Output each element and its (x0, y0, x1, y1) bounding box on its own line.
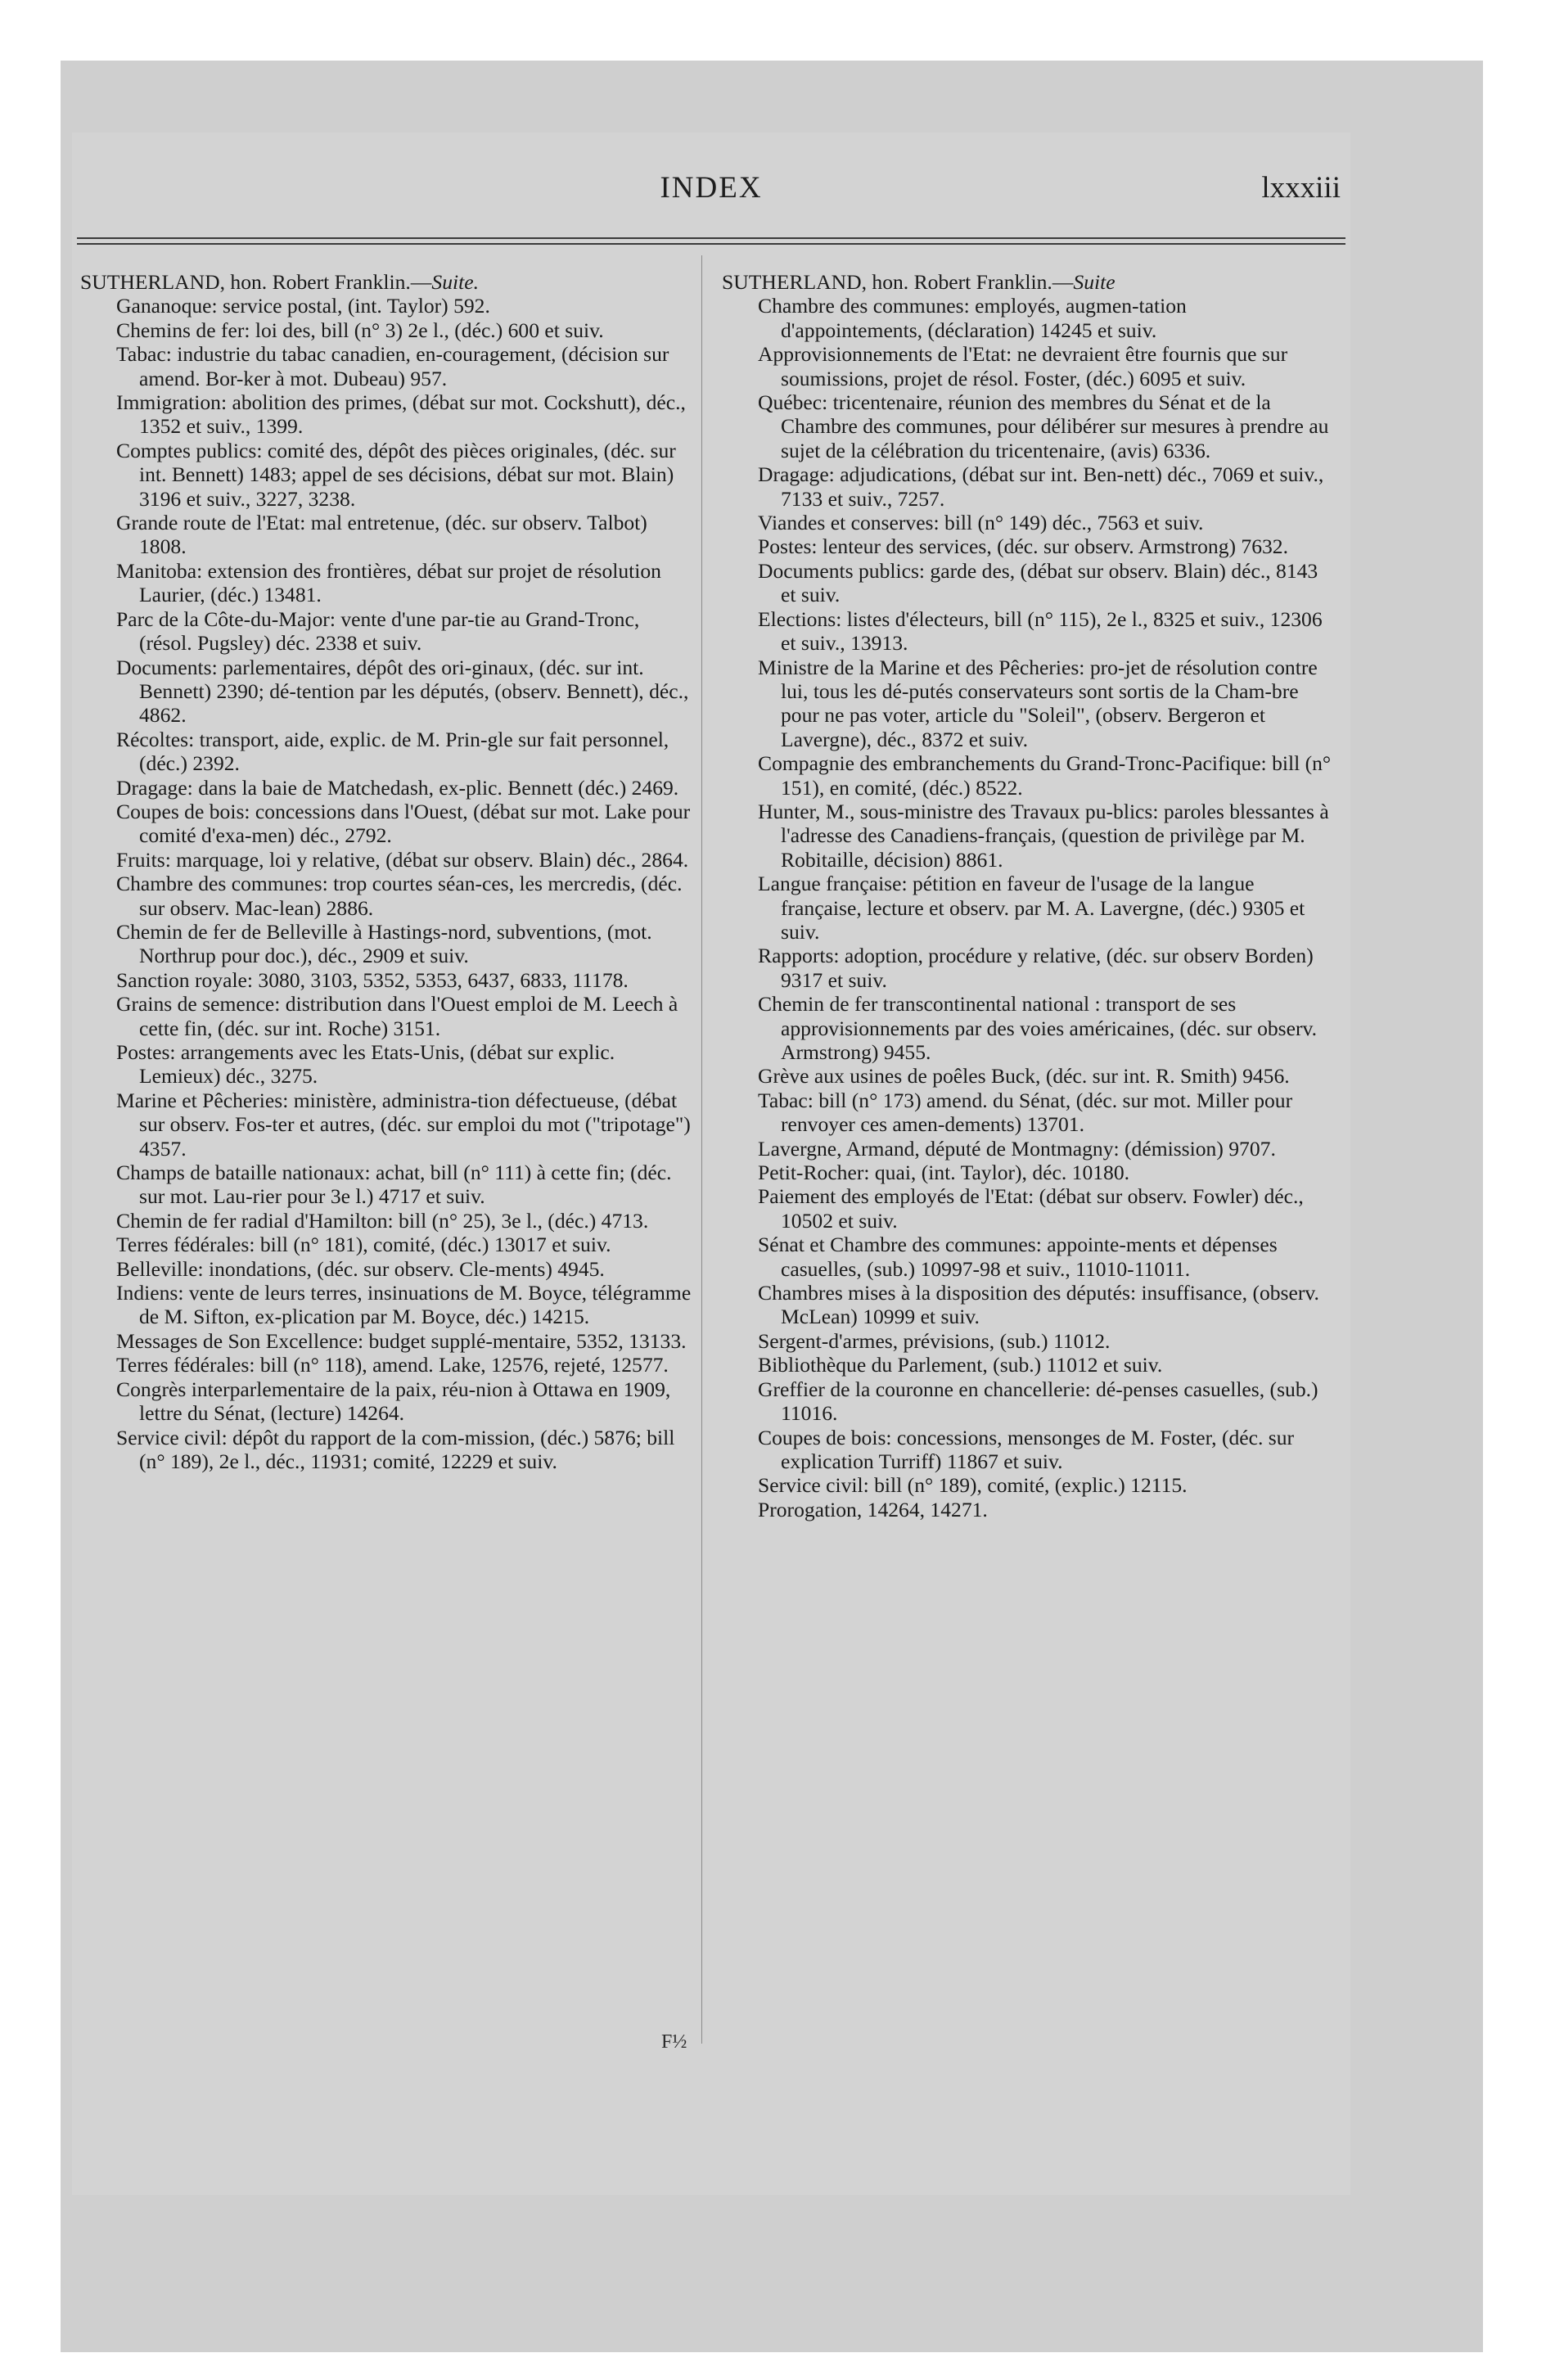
index-entry: Terres fédérales: bill (n° 118), amend. Lake, 12576, rejeté, 12577. (116, 1353, 669, 1377)
index-entry: Rapports: adoption, procédure y relative, (déc. sur observ Borden) 9317 et suiv. (758, 944, 1314, 992)
index-entry: Québec: tricentenaire, réunion des membres du Sénat et de la Chambre des communes, pour délibérer sur mesures à prendre au sujet de la célébration du tricentenaire, (avis) 6336. (758, 390, 1329, 462)
index-entry: Chemin de fer de Belleville à Hastings-nord, subventions, (mot. Northrup pour doc.), déc., 2909 et suiv. (116, 919, 652, 968)
header-rule (77, 237, 1345, 239)
page-number: lxxxiii (1261, 171, 1341, 205)
index-entry: Belleville: inondations, (déc. sur observ. Cle-ments) 4945. (116, 1256, 605, 1281)
index-entry: Petit-Rocher: quai, (int. Taylor), déc. 10180. (758, 1161, 1130, 1185)
index-entry: Postes: arrangements avec les Etats-Unis, (débat sur explic. Lemieux) déc., 3275. (116, 1040, 615, 1089)
index-entry: Chambre des communes: employés, augmen-tation d'appointements, (déclaration) 14245 et suiv. (758, 294, 1187, 342)
index-entry: Bibliothèque du Parlement, (sub.) 11012 et suiv. (758, 1353, 1163, 1377)
index-entry: Récoltes: transport, aide, explic. de M. Prin-gle sur fait personnel, (déc.) 2392. (116, 727, 669, 776)
index-entry: Compagnie des embranchements du Grand-Tronc-Pacifique: bill (n° 151), en comité, (déc.) 8522. (758, 751, 1332, 800)
index-entry: Grande route de l'Etat: mal entretenue, (déc. sur observ. Talbot) 1808. (116, 511, 647, 559)
index-entry: Terres fédérales: bill (n° 181), comité, (déc.) 13017 et suiv. (116, 1233, 611, 1257)
index-entry: Sénat et Chambre des communes: appointe-ments et dépenses casuelles, (sub.) 10997-98 et suiv., 11010-11011. (758, 1233, 1278, 1281)
signature-mark: F½ (661, 2031, 687, 2053)
index-entry: Chambres mises à la disposition des députés: insuffisance, (observ. McLean) 10999 et suiv. (758, 1281, 1319, 1329)
index-entry: Manitoba: extension des frontières, débat sur projet de résolution Laurier, (déc.) 13481. (116, 558, 661, 607)
index-entry: Immigration: abolition des primes, (débat sur mot. Cockshutt), déc., 1352 et suiv., 1399. (116, 390, 686, 439)
index-entry: Gananoque: service postal, (int. Taylor) 592. (116, 294, 490, 318)
index-entry: Hunter, M., sous-ministre des Travaux pu-blics: paroles blessantes à l'adresse des Canadiens-français, (question de privilège par M. Robitaille, décision) 8861. (758, 799, 1329, 872)
index-entry: Chambre des communes: trop courtes séan-ces, les mercredis, (déc. sur observ. Mac-lean) 2886. (116, 872, 683, 920)
index-entry: Indiens: vente de leurs terres, insinuations de M. Boyce, télégramme de M. Sifton, ex-plication par M. Boyce, déc.) 14215. (116, 1281, 692, 1329)
index-entry: Postes: lenteur des services, (déc. sur observ. Armstrong) 7632. (758, 534, 1289, 559)
index-entry: Parc de la Côte-du-Major: vente d'une par-tie au Grand-Tronc, (résol. Pugsley) déc. 2338 et suiv. (116, 606, 640, 656)
index-entry: Chemin de fer radial d'Hamilton: bill (n° 25), 3e l., (déc.) 4713. (116, 1208, 649, 1233)
index-entry: Approvisionnements de l'Etat: ne devraient être fournis que sur soumissions, projet de résol. Foster, (déc.) 6095 et suiv. (758, 342, 1288, 390)
index-entry: Viandes et conserves: bill (n° 149) déc., 7563 et suiv. (758, 511, 1204, 535)
right-column-heading: SUTHERLAND, hon. Robert Franklin.—Suite (722, 270, 1116, 294)
index-entry: Coupes de bois: concessions dans l'Ouest, (débat sur mot. Lake pour comité d'exa-men) déc., 2792. (116, 799, 691, 848)
index-entry: Tabac: bill (n° 173) amend. du Sénat, (déc. sur mot. Miller pour renvoyer ces amen-dements) 13701. (758, 1088, 1293, 1137)
index-entry: Paiement des employés de l'Etat: (débat sur observ. Fowler) déc., 10502 et suiv. (758, 1184, 1304, 1233)
index-entry: Langue française: pétition en faveur de l'usage de la langue française, lecture et observ. par M. A. Lavergne, (déc.) 9305 et suiv. (758, 872, 1305, 944)
index-entry: Sanction royale: 3080, 3103, 5352, 5353, 6437, 6833, 11178. (116, 967, 629, 992)
index-entry: Sergent-d'armes, prévisions, (sub.) 11012. (758, 1328, 1111, 1353)
index-entry: Congrès interparlementaire de la paix, réu-nion à Ottawa en 1909, lettre du Sénat, (lecture) 14264. (116, 1377, 671, 1426)
left-column (80, 270, 694, 1473)
index-entry: Documents publics: garde des, (débat sur observ. Blain) déc., 8143 et suiv. (758, 558, 1318, 607)
index-entry: Chemin de fer transcontinental national : transport de ses approvisionnements par des voies américaines, (déc. sur observ. Armstrong) 9455. (758, 992, 1318, 1064)
index-page (72, 133, 1350, 2195)
right-column (722, 270, 1332, 1521)
index-entry: Dragage: adjudications, (débat sur int. Ben-nett) déc., 7069 et suiv., 7133 et suiv., 7257. (758, 462, 1324, 511)
index-entry: Chemins de fer: loi des, bill (n° 3) 2e l., (déc.) 600 et suiv. (116, 318, 604, 342)
index-entry: Coupes de bois: concessions, mensonges de M. Foster, (déc. sur explication Turriff) 11867 et suiv. (758, 1425, 1295, 1473)
index-entry: Fruits: marquage, loi y relative, (débat sur observ. Blain) déc., 2864. (116, 847, 689, 872)
index-entry: Grève aux usines de poêles Buck, (déc. sur int. R. Smith) 9456. (758, 1064, 1290, 1089)
index-entry: Greffier de la couronne en chancellerie: dé-penses casuelles, (sub.) 11016. (758, 1377, 1318, 1426)
index-entry: Dragage: dans la baie de Matchedash, ex-plic. Bennett (déc.) 2469. (116, 775, 679, 800)
index-entry: Service civil: dépôt du rapport de la com-mission, (déc.) 5876; bill (n° 189), 2e l., déc., 11931; comité, 12229 et suiv. (116, 1425, 675, 1473)
index-entry: Messages de Son Excellence: budget supplé-mentaire, 5352, 13133. (116, 1328, 687, 1353)
page-title: INDEX (660, 171, 763, 205)
header-rule (77, 243, 1345, 245)
index-entry: Grains de semence: distribution dans l'Ouest emploi de M. Leech à cette fin, (déc. sur int. Roche) 3151. (116, 992, 678, 1040)
index-entry: Tabac: industrie du tabac canadien, en-couragement, (décision sur amend. Bor-ker à mot. Dubeau) 957. (116, 342, 669, 390)
index-entry: Marine et Pêcheries: ministère, administra-tion défectueuse, (débat sur observ. Fos-ter et autres, (déc. sur emploi du mot ("tripotage") 4357. (116, 1088, 691, 1161)
index-entry: Service civil: bill (n° 189), comité, (explic.) 12115. (758, 1473, 1188, 1498)
index-entry: Prorogation, 14264, 14271. (758, 1497, 988, 1521)
index-entry: Ministre de la Marine et des Pêcheries: pro-jet de résolution contre lui, tous les dé-putés conservateurs sont sortis de la Cham-bre pour ne pas voter, article du "Soleil", (observ. Bergeron et Lavergne), déc., 8372 et suiv. (758, 655, 1318, 751)
index-entry: Documents: parlementaires, dépôt des ori-ginaux, (déc. sur int. Bennett) 2390; dé-tention par les députés, (observ. Bennett), déc., 4862. (116, 655, 689, 728)
left-column-heading: SUTHERLAND, hon. Robert Franklin.—Suite. (80, 270, 479, 294)
index-entry: Champs de bataille nationaux: achat, bill (n° 111) à cette fin; (déc. sur mot. Lau-rier pour 3e l.) 4717 et suiv. (116, 1161, 672, 1209)
index-entry: Elections: listes d'électeurs, bill (n° 115), 2e l., 8325 et suiv., 12306 et suiv., 13913. (758, 606, 1323, 656)
index-entry: Comptes publics: comité des, dépôt des pièces originales, (déc. sur int. Bennett) 1483; appel de ses décisions, débat sur mot. Blain) 3196 et suiv., 3227, 3238. (116, 438, 676, 511)
index-entry: Lavergne, Armand, député de Montmagny: (démission) 9707. (758, 1136, 1276, 1161)
column-divider (701, 255, 702, 2044)
